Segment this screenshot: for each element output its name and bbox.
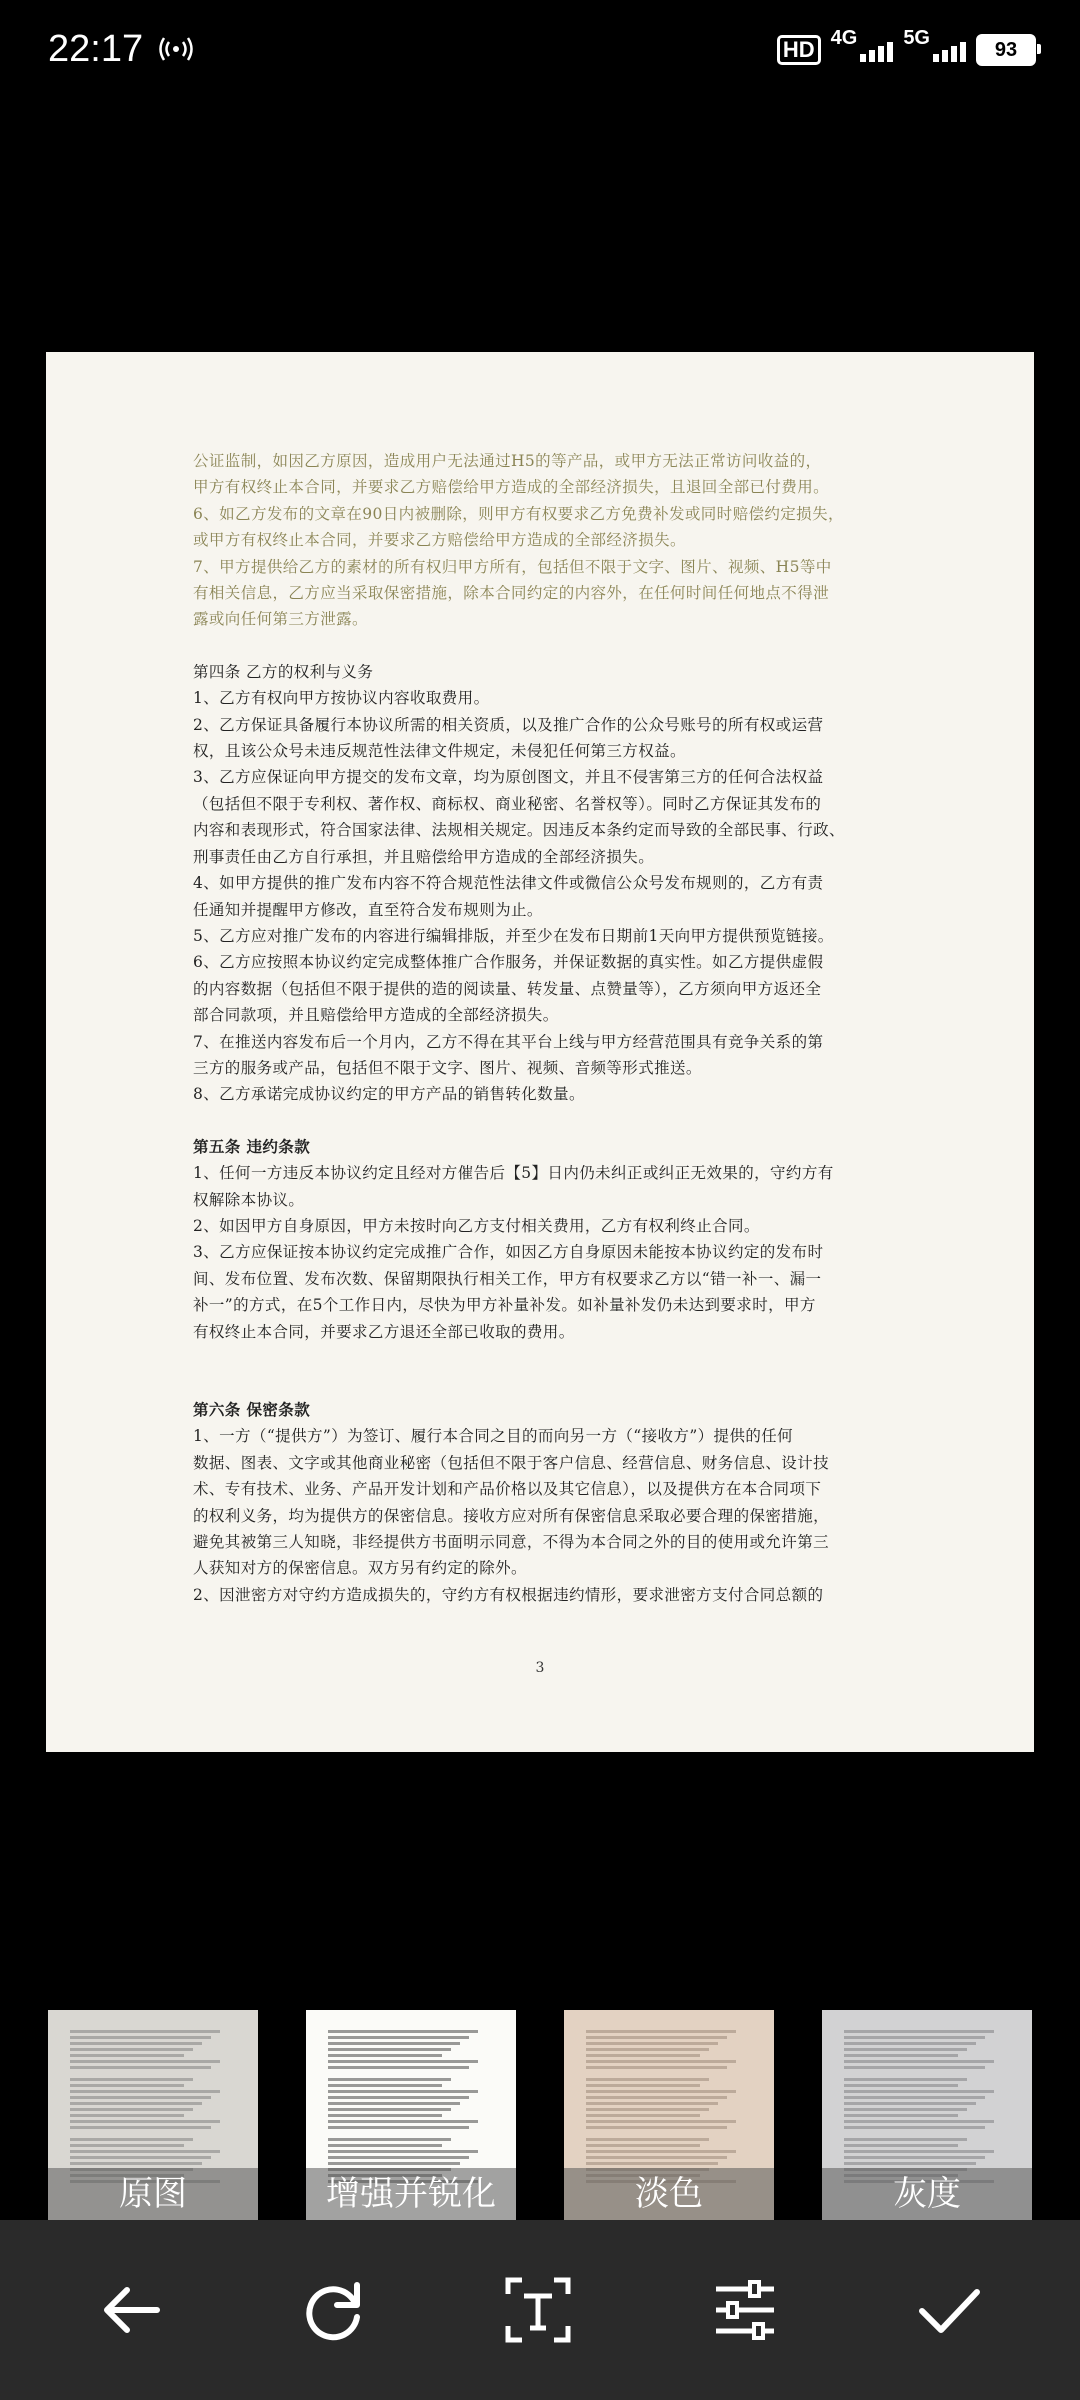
document-line: 1、乙方有权向甲方按协议内容收取费用。 xyxy=(193,689,490,708)
document-line: 4、如甲方提供的推广发布内容不符合规范性法律文件或微信公众号发布规则的，乙方有责 xyxy=(193,874,824,893)
bottom-toolbar xyxy=(0,2220,1080,2400)
status-time: 22:17 xyxy=(48,28,144,70)
battery-level: 93 xyxy=(994,38,1018,61)
signal-bars-icon xyxy=(933,42,966,62)
document-line: 有权终止本合同，并要求乙方退还全部已收取的费用。 xyxy=(193,1322,575,1341)
document-line: 刑事责任由乙方自行承担，并且赔偿给甲方造成的全部经济损失。 xyxy=(193,847,655,866)
filter-option[interactable] xyxy=(822,2010,1032,2220)
document-line: 三方的服务或产品，包括但不限于文字、图片、视频、音频等形式推送。 xyxy=(193,1058,702,1077)
document-line: 第六条 保密条款 xyxy=(193,1400,311,1419)
document-line: 避免其被第三人知晓，非经提供方书面明示同意，不得为本合同之外的目的使用或允许第三 xyxy=(193,1533,830,1552)
document-line: 间、发布位置、发布次数、保留期限执行相关工作，甲方有权要求乙方以“错一补一、漏一 xyxy=(193,1269,822,1288)
adjust-button[interactable] xyxy=(705,2270,785,2350)
hd-voice-badge: HD xyxy=(777,35,821,65)
filter-label: 增强并锐化 xyxy=(306,2168,516,2220)
document-line: 数据、图表、文字或其他商业秘密（包括但不限于客户信息、经营信息、财务信息、设计技 xyxy=(193,1453,830,1472)
document-line: 的权利义务，均为提供方的保密信息。接收方应对所有保密信息采取必要合理的保密措施， xyxy=(193,1506,830,1525)
document-line: 2、如因甲方自身原因，甲方未按时向乙方支付相关费用，乙方有权利终止合同。 xyxy=(193,1216,760,1235)
confirm-button[interactable] xyxy=(909,2270,989,2350)
document-spacer xyxy=(193,1108,933,1134)
document-line: 内容和表现形式，符合国家法律、法规相关规定。因违反本条约定而导致的全部民事、行政、 xyxy=(193,821,845,840)
document-line: 2、乙方保证具备履行本协议所需的相关资质，以及推广合作的公众号账号的所有权或运营 xyxy=(193,715,824,734)
document-spacer xyxy=(193,1345,933,1397)
rotate-button[interactable] xyxy=(294,2270,374,2350)
document-line: 公证监制，如因乙方原因，造成用户无法通过H5的等产品，或甲方无法正常访问收益的， xyxy=(193,452,822,470)
document-line: 第四条 乙方的权利与义务 xyxy=(193,662,374,681)
document-line: 6、如乙方发布的文章在90日内被删除，则甲方有权要求乙方免费补发或同时赔偿约定损失， xyxy=(193,504,844,523)
document-line: 1、一方（“提供方”）为签订、履行本合同之目的而向另一方（“接收方”）提供的任何 xyxy=(193,1427,794,1446)
status-bar xyxy=(0,0,1080,100)
document-preview xyxy=(46,352,1034,1752)
document-line: 补一”的方式，在5个工作日内，尽快为甲方补量补发。如补量补发仍未达到要求时，甲方 xyxy=(193,1296,816,1315)
filter-label: 原图 xyxy=(48,2168,258,2220)
filter-label: 灰度 xyxy=(822,2168,1032,2220)
document-line: 的内容数据（包括但不限于提供的造的阅读量、转发量、点赞量等），乙方须向甲方返还全 xyxy=(193,979,822,998)
filter-label: 淡色 xyxy=(564,2168,774,2220)
document-text xyxy=(193,448,933,1608)
status-indicators xyxy=(777,26,1036,70)
battery-icon xyxy=(976,34,1036,66)
checkmark-icon xyxy=(914,2275,984,2345)
document-spacer xyxy=(193,633,933,659)
document-line: 露或向任何第三方泄露。 xyxy=(193,610,368,629)
document-line: 有相关信息，乙方应当采取保密措施，除本合同约定的内容外，在任何时间任何地点不得泄 xyxy=(193,584,830,603)
filter-option[interactable] xyxy=(48,2010,258,2220)
document-line: 人获知对方的保密信息。双方另有约定的除外。 xyxy=(193,1559,527,1578)
document-line: 3、乙方应保证按本协议约定完成推广合作，如因乙方自身原因未能按本协议约定的发布时 xyxy=(193,1243,824,1262)
document-line: 3、乙方应保证向甲方提交的发布文章，均为原创图文，并且不侵害第三方的任何合法权益 xyxy=(193,768,824,787)
document-line: 2、因泄密方对守约方造成损失的，守约方有权根据违约情形，要求泄密方支付合同总额的 xyxy=(193,1585,824,1604)
network-5g xyxy=(903,26,966,62)
filter-option[interactable] xyxy=(306,2010,516,2220)
filter-option[interactable] xyxy=(564,2010,774,2220)
back-arrow-icon xyxy=(97,2275,167,2345)
document-line: 术、专有技术、业务、产品开发计划和产品价格以及其它信息），以及提供方在本合同项下 xyxy=(193,1480,822,1499)
document-line: 7、在推送内容发布后一个月内，乙方不得在其平台上线与甲方经营范围具有竞争关系的第 xyxy=(193,1032,824,1051)
text-recognition-icon xyxy=(502,2274,574,2346)
document-line: 6、乙方应按照本协议约定完成整体推广合作服务，并保证数据的真实性。如乙方提供虚假 xyxy=(193,953,824,972)
document-line: （包括但不限于专利权、著作权、商标权、商业秘密、名誉权等）。同时乙方保证其发布的 xyxy=(193,794,822,813)
signal-bars-icon xyxy=(860,42,893,62)
document-line: 1、任何一方违反本协议约定且经对方催告后【5】日内仍未纠正或纠正无效果的，守约方有 xyxy=(193,1164,834,1183)
document-line: 部合同款项，并且赔偿给甲方造成的全部经济损失。 xyxy=(193,1006,559,1025)
document-line: 或甲方有权终止本合同，并要求乙方赔偿给甲方造成的全部经济损失。 xyxy=(193,531,686,550)
document-line: 甲方有权终止本合同，并要求乙方赔偿给甲方造成的全部经济损失，且退回全部已付费用。 xyxy=(193,478,830,497)
document-line: 任通知并提醒甲方修改，直至符合发布规则为止。 xyxy=(193,900,543,919)
signal-broadcast-icon xyxy=(158,34,194,64)
document-line: 第五条 违约条款 xyxy=(193,1136,311,1156)
sliders-icon xyxy=(710,2275,780,2345)
document-line: 7、甲方提供给乙方的素材的所有权归甲方所有，包括但不限于文字、图片、视频、H5等中 xyxy=(193,557,832,576)
back-button[interactable] xyxy=(92,2270,172,2350)
filter-strip xyxy=(0,2010,1080,2220)
network-4g-label: 4G xyxy=(830,26,858,49)
document-line: 权解除本协议。 xyxy=(193,1190,305,1209)
network-4g xyxy=(830,26,894,62)
document-line: 权，且该公众号未违反规范性法律文件规定，未侵犯任何第三方权益。 xyxy=(193,742,686,761)
document-line: 5、乙方应对推广发布的内容进行编辑排版，并至少在发布日期前1天向甲方提供预览链接。 xyxy=(193,926,834,945)
page-number: 3 xyxy=(535,1660,545,1676)
rotate-icon xyxy=(299,2275,369,2345)
network-5g-label: 5G xyxy=(903,26,930,49)
document-line: 8、乙方承诺完成协议约定的甲方产品的销售转化数量。 xyxy=(193,1085,585,1104)
text-recognition-button[interactable] xyxy=(498,2270,578,2350)
